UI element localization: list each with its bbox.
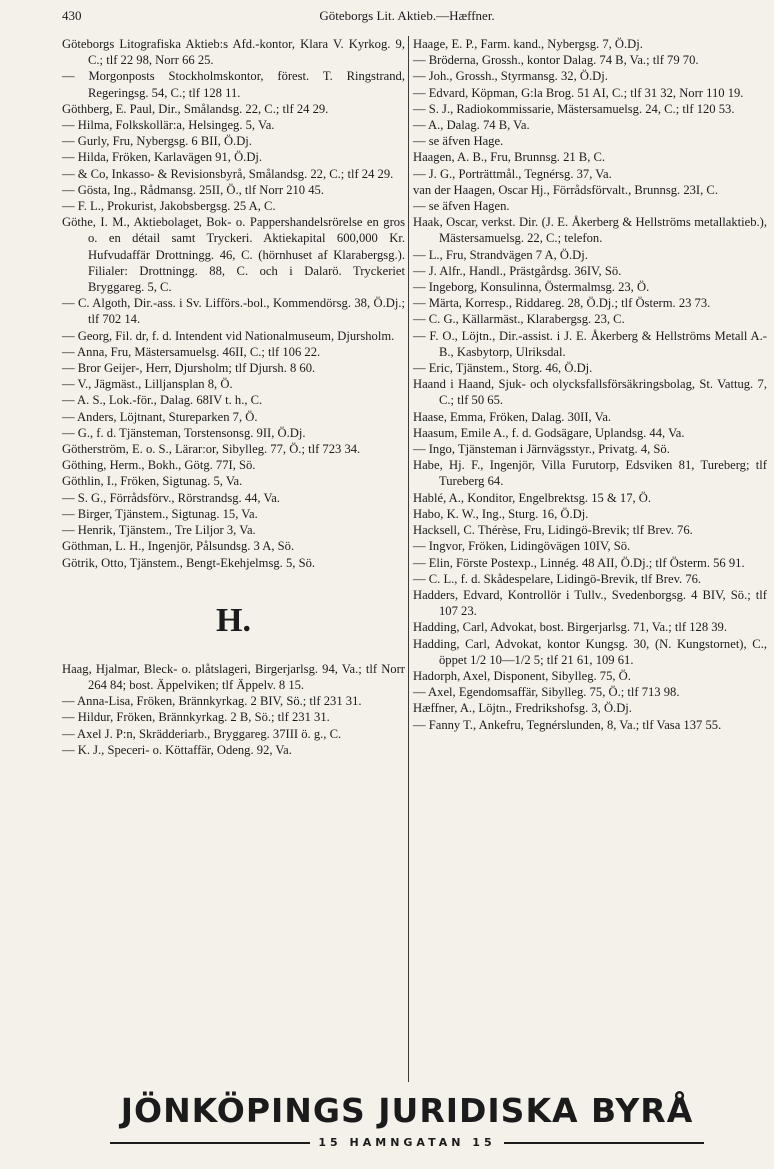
directory-entry: — se äfven Hage. — [413, 134, 504, 149]
directory-entry: — Ingvor, Fröken, Lidingövägen 10IV, Sö. — [413, 539, 631, 554]
running-title: Göteborgs Lit. Aktieb.—Hæffner. — [319, 8, 495, 23]
page-number: 430 — [62, 8, 82, 23]
directory-entry: — C. G., Källarmäst., Klarabergsg. 23, C. — [413, 312, 625, 327]
left-entries — [62, 36, 405, 571]
directory-entry: Hacksell, C. Thérèse, Fru, Lidingö-Brevik; tlf Brev. 76. — [413, 523, 693, 538]
directory-entry: — Elin, Förste Postexp., Linnég. 48 AII, Ö.Dj.; tlf Österm. 56 91. — [413, 555, 745, 570]
directory-entry: — Hilda, Fröken, Karlavägen 91, Ö.Dj. — [62, 150, 263, 165]
directory-entry: — J. Alfr., Handl., Prästgårdsg. 36IV, Sö. — [413, 263, 622, 278]
directory-entry: van der Haagen, Oscar Hj., Förrådsförvalt., Brunnsg. 23I, C. — [413, 182, 718, 197]
directory-entry: — Märta, Korresp., Riddareg. 28, Ö.Dj.; tlf Österm. 23 73. — [413, 296, 711, 311]
directory-entry: — A., Dalag. 74 B, Va. — [413, 118, 530, 133]
directory-entry: — Fanny T., Ankefru, Tegnérslunden, 8, Va.; tlf Vasa 137 55. — [413, 717, 722, 732]
directory-entry: — S. J., Radiokommissarie, Mästersamuelsg. 24, C.; tlf 120 53. — [413, 101, 735, 116]
directory-entry: — F. O., Löjtn., Dir.-assist. i J. E. Åkerberg & Hellströms Metall A.-B., Kasbytorp, Ulriksdal. — [413, 328, 767, 359]
directory-entry: Haag, Hjalmar, Bleck- o. plåtslageri, Birgerjarlsg. 94, Va.; tlf Norr 264 84; bost. Äppelviken; tlf Äppelv. 8 15. — [62, 661, 405, 692]
banner-title: JÖNKÖPINGS JURIDISKA BYRÅ — [120, 1091, 694, 1130]
directory-entry: — Eric, Tjänstem., Storg. 46, Ö.Dj. — [413, 361, 593, 376]
directory-entry: — Bröderna, Grossh., kontor Dalag. 74 B, Va.; tlf 79 70. — [413, 53, 699, 68]
left-entries-after-letter — [62, 661, 405, 758]
advertisement-banner — [62, 1090, 752, 1149]
column-divider — [408, 36, 409, 1082]
directory-entry: Haak, Oscar, verkst. Dir. (J. E. Åkerberg & Hellströms metallaktieb.), Mästersamuelsg. 22, C.; telefon. — [413, 215, 767, 246]
directory-entry: — Ingeborg, Konsulinna, Östermalmsg. 23, Ö. — [413, 280, 650, 295]
directory-entry: Götherström, E. o. S., Lärar:or, Sibylleg. 77, Ö.; tlf 723 34. — [62, 442, 361, 457]
page-header — [62, 6, 752, 28]
directory-entry: — Axel, Egendomsaffär, Sibylleg. 75, Ö.; tlf 713 98. — [413, 685, 680, 700]
directory-entry: — V., Jägmäst., Lilljansplan 8, Ö. — [62, 377, 233, 392]
directory-entry: — Anna, Fru, Mästersamuelsg. 46II, C.; tlf 106 22. — [62, 344, 321, 359]
directory-entry: Hadorph, Axel, Disponent, Sibylleg. 75, Ö. — [413, 668, 631, 683]
directory-entry: Hadders, Edvard, Kontrollör i Tullv., Svedenborgsg. 4 BIV, Sö.; tlf 107 23. — [413, 587, 767, 619]
directory-entry: — Hilma, Folkskollär:a, Helsingeg. 5, Va. — [62, 118, 275, 133]
directory-entry: Göteborgs Litografiska Aktieb:s Afd.-kontor, Klara V. Kyrkog. 9, C.; tlf 22 98, Norr 66 25. — [62, 37, 405, 68]
directory-entry: Haage, E. P., Farm. kand., Nybergsg. 7, Ö.Dj. — [413, 37, 643, 51]
directory-entry: Haase, Emma, Fröken, Dalag. 30II, Va. — [413, 409, 612, 424]
directory-entry: — F. L., Prokurist, Jakobsbergsg. 25 A, C. — [62, 199, 276, 214]
two-column-body — [62, 36, 767, 1082]
directory-entry: — Anders, Löjtnant, Stureparken 7, Ö. — [62, 409, 258, 424]
right-column — [413, 36, 767, 733]
directory-entry: Haagen, A. B., Fru, Brunnsg. 21 B, C. — [413, 150, 606, 165]
directory-entry: — Joh., Grossh., Styrmansg. 32, Ö.Dj. — [413, 69, 608, 84]
directory-entry: Haand i Haand, Sjuk- och olycksfallsförsäkringsbolag, St. Vattug. 7, C.; tlf 50 65. — [413, 377, 767, 408]
directory-entry: Göthing, Herm., Bokh., Götg. 77I, Sö. — [62, 458, 256, 473]
directory-entry: — G., f. d. Tjänsteman, Torstensonsg. 9II, Ö.Dj. — [62, 425, 306, 440]
banner-rule-right — [504, 1142, 704, 1144]
directory-entry: — C. L., f. d. Skådespelare, Lidingö-Brevik, tlf Brev. 76. — [413, 571, 702, 586]
directory-entry: — Hildur, Fröken, Brännkyrkag. 2 B, Sö.; tlf 231 31. — [62, 710, 330, 725]
directory-entry: — C. Algoth, Dir.-ass. i Sv. Lifförs.-bol., Kommendörsg. 38, Ö.Dj.; tlf 702 14. — [62, 296, 405, 327]
directory-entry: — L., Fru, Strandvägen 7 A, Ö.Dj. — [413, 247, 588, 262]
banner-address: 15 HAMNGATAN 15 — [318, 1136, 496, 1149]
directory-entry: — Anna-Lisa, Fröken, Brännkyrkag. 2 BIV, Sö.; tlf 231 31. — [62, 694, 362, 709]
directory-entry: — Georg, Fil. dr, f. d. Intendent vid Nationalmuseum, Djursholm. — [62, 328, 395, 343]
directory-entry: — K. J., Speceri- o. Köttaffär, Odeng. 92, Va. — [62, 742, 292, 757]
directory-entry: — Edvard, Köpman, G:la Brog. 51 AI, C.; tlf 31 32, Norr 110 19. — [413, 85, 744, 100]
directory-entry: Göthberg, E. Paul, Dir., Smålandsg. 22, C.; tlf 24 29. — [62, 101, 329, 116]
directory-entry: — Birger, Tjänstem., Sigtunag. 15, Va. — [62, 506, 258, 521]
banner-rule-left — [110, 1142, 310, 1144]
directory-entry: — & Co, Inkasso- & Revisionsbyrå, Smålandsg. 22, C.; tlf 24 29. — [62, 166, 394, 181]
banner-address-line — [62, 1136, 752, 1149]
directory-entry: Habo, K. W., Ing., Sturg. 16, Ö.Dj. — [413, 506, 589, 521]
directory-entry: Hadding, Carl, Advokat, bost. Birgerjarlsg. 71, Va.; tlf 128 39. — [413, 620, 728, 635]
directory-entry: — A. S., Lok.-för., Dalag. 68IV t. h., C. — [62, 393, 263, 408]
directory-entry: Haasum, Emile A., f. d. Godsägare, Uplandsg. 44, Va. — [413, 425, 685, 440]
directory-entry: Hablé, A., Konditor, Engelbrektsg. 15 & 17, Ö. — [413, 490, 652, 505]
directory-entry: Göthe, I. M., Aktiebolaget, Bok- o. Pappershandelsrörelse en gros o. en détail samt Tryckeri. Aktiekapital 600,000 Kr. Hufvudaffär Drottningg. 46, C. (hörnhuset af Klarabergsg.). Filialer: Drottningg. 88, C. och i Dalarö. Tryckeriet Bryggareg. 5, C. — [62, 215, 405, 295]
directory-entry: Göthlin, I., Fröken, Sigtunag. 5, Va. — [62, 474, 243, 489]
directory-entry: Göthman, L. H., Ingenjör, Pålsundsg. 3 A, Sö. — [62, 539, 295, 554]
directory-entry: — S. G., Förrådsförv., Rörstrandsg. 44, Va. — [62, 490, 280, 505]
directory-entry: — J. G., Porträttmål., Tegnérsg. 37, Va. — [413, 166, 612, 181]
directory-entry: — Gurly, Fru, Nybergsg. 6 BII, Ö.Dj. — [62, 134, 252, 149]
directory-entry: — Morgonposts Stockholmskontor, förest. T. Ringstrand, Regeringsg. 54, C.; tlf 128 11. — [62, 69, 405, 100]
directory-entry: Hæffner, A., Löjtn., Fredrikshofsg. 3, Ö.Dj. — [413, 701, 632, 716]
directory-entry: — Axel J. P:n, Skrädderiarb., Bryggareg. 37III ö. g., C. — [62, 726, 342, 741]
section-letter: H. — [216, 601, 251, 639]
left-column — [62, 36, 405, 758]
directory-entry: Habe, Hj. F., Ingenjör, Villa Furutorp, Edsviken 81, Tureberg; tlf Tureberg 64. — [413, 458, 767, 489]
directory-entry: — Gösta, Ing., Rådmansg. 25II, Ö., tlf Norr 210 45. — [62, 182, 324, 197]
directory-entry: — Bror Geijer-, Herr, Djursholm; tlf Djursh. 8 60. — [62, 361, 316, 376]
directory-entry: Hadding, Carl, Advokat, kontor Kungsg. 30, (N. Kungstornet), C., öppet 1/2 10—1/2 5; tlf 21 61, 109 61. — [413, 636, 767, 667]
directory-entry: Götrik, Otto, Tjänstem., Bengt-Ekehjelmsg. 5, Sö. — [62, 555, 316, 570]
directory-entry: — Ingo, Tjänsteman i Järnvägsstyr., Privatg. 4, Sö. — [413, 442, 670, 457]
directory-entry: — se äfven Hagen. — [413, 199, 510, 214]
directory-entry: — Henrik, Tjänstem., Tre Liljor 3, Va. — [62, 523, 256, 538]
